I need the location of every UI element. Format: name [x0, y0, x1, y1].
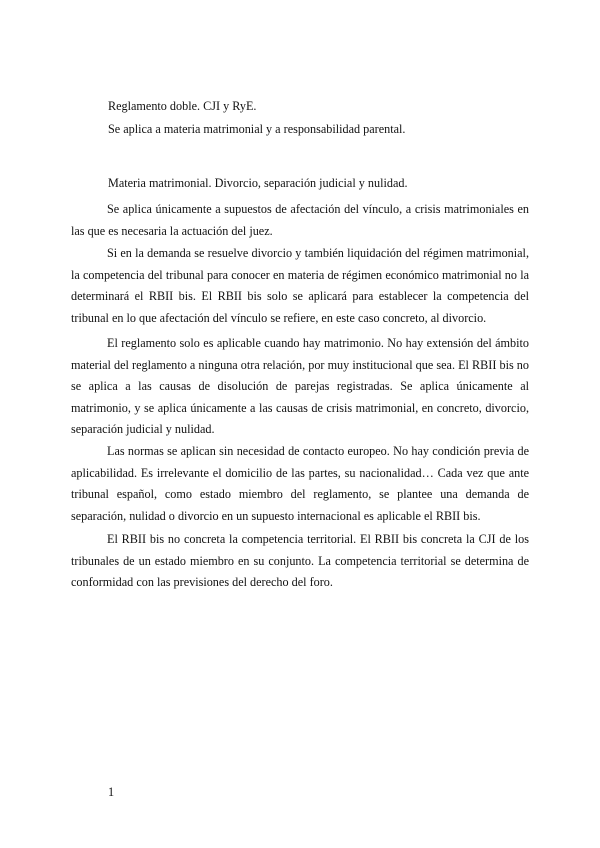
paragraph-2: Si en la demanda se resuelve divorcio y también liquidación del régimen matrimonial, la competencia del tribunal para conocer en materia de régimen económico matrimonial no la determinará el RBII bis. El RBII bis solo se aplicará para establecer la competencia del tribunal en lo que afectación del vínculo se refiere, en este caso concreto, al divorcio.	[71, 246, 529, 325]
page-number: 1	[108, 785, 115, 799]
heading-line-2: Se aplica a materia matrimonial y a responsabilidad parental.	[108, 122, 406, 136]
paragraph-3: El reglamento solo es aplicable cuando hay matrimonio. No hay extensión del ámbito material del reglamento a ninguna otra relación, por muy institucional que sea. El RBII bis no se aplica a las causas de disolución de parejas registradas. Se aplica únicamente al matrimonio, y se aplica únicamente a las causas de crisis matrimonial, en concreto, divorcio, separación judicial y nulidad.	[71, 336, 529, 436]
section-title: Materia matrimonial. Divorcio, separación judicial y nulidad.	[108, 176, 408, 190]
paragraph-4: Las normas se aplican sin necesidad de contacto europeo. No hay condición previa de aplicabilidad. Es irrelevante el domicilio de las partes, su nacionalidad… Cada vez que ante tribunal español, como estado miembro del reglamento, se plantee una demanda de separación, nulidad o divorcio en un supuesto internacional es aplicable el RBII bis.	[71, 444, 529, 523]
paragraph-5: El RBII bis no concreta la competencia territorial. El RBII bis concreta la CJI de los tribunales de un estado miembro en su conjunto. La competencia territorial se determina de conformidad con las previsiones del derecho del foro.	[71, 532, 529, 589]
heading-line-1: Reglamento doble. CJI y RyE.	[108, 99, 257, 113]
paragraph-1: Se aplica únicamente a supuestos de afectación del vínculo, a crisis matrimoniales en las que es necesaria la actuación del juez.	[71, 202, 529, 238]
